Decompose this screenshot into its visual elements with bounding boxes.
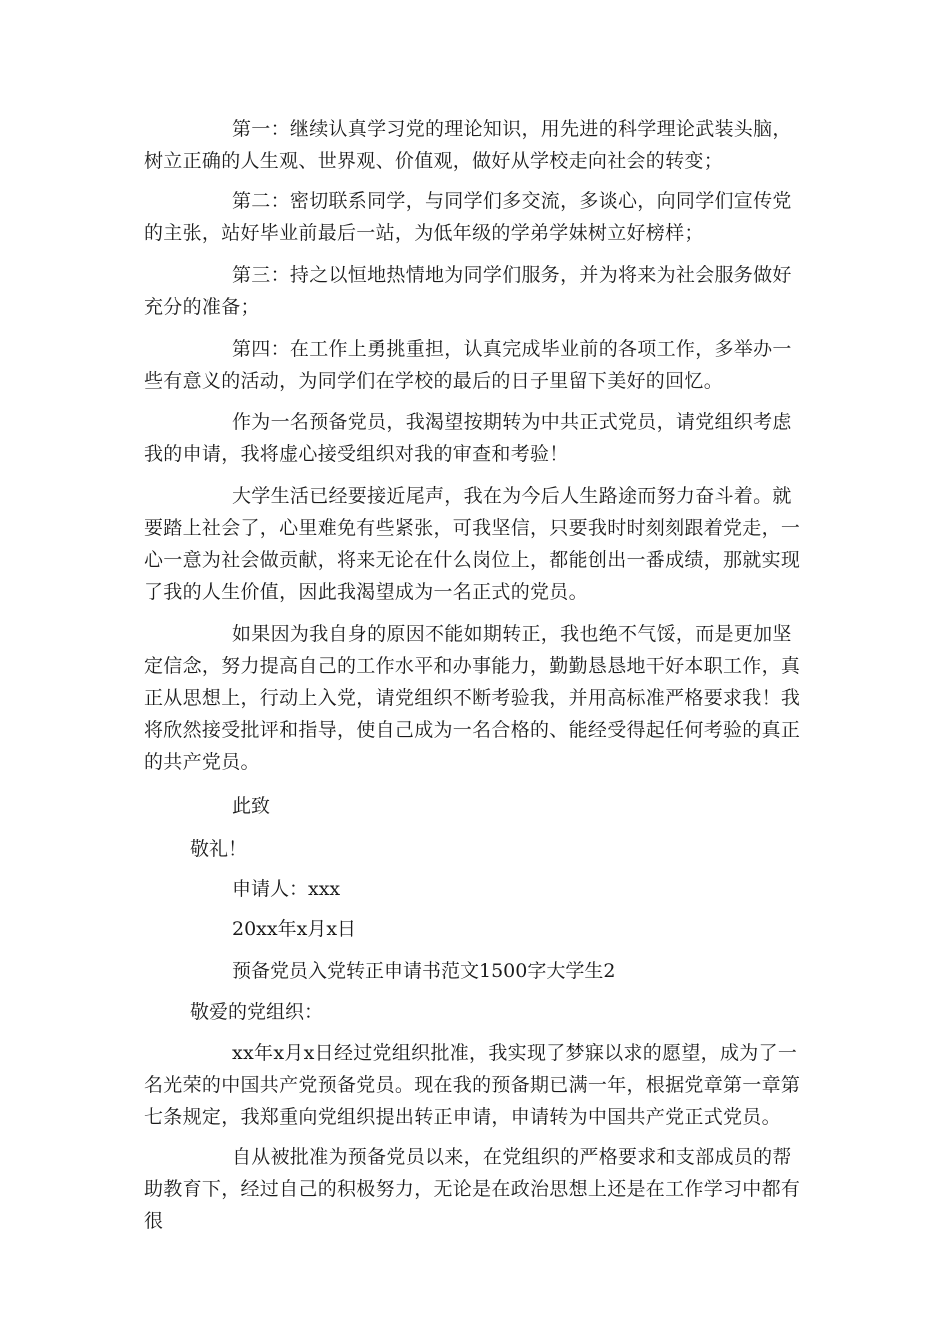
paragraph-9: 自从被批准为预备党员以来，在党组织的严格要求和支部成员的帮助教育下，经过自己的积极努力，无论是在政治思想上还是在工作学习中都有很 [144, 1146, 801, 1232]
paragraph-6: 大学生活已经要接近尾声，我在为今后人生路途而努力奋斗着。就要踏上社会了，心里难免有些紧张，可我坚信，只要我时时刻刻跟着党走，一心一意为社会做贡献，将来无论在什么岗位上，都能创出一番成绩，那就实现了我的人生价值，因此我渴望成为一名正式的党员。 [144, 485, 801, 603]
paragraph-3: 第三：持之以恒地热情地为同学们服务，并为将来为社会服务做好充分的准备； [144, 264, 792, 318]
paragraph-2: 第二：密切联系同学，与同学们多交流，多谈心，向同学们宣传党的主张，站好毕业前最后一站，为低年级的学弟学妹树立好榜样； [144, 190, 792, 244]
applicant-line: 申请人：xxx [232, 878, 341, 900]
date-line: 20xx年x月x日 [232, 918, 357, 940]
paragraph-7: 如果因为我自身的原因不能如期转正，我也绝不气馁，而是更加坚定信念，努力提高自己的工作水平和办事能力，勤勤恳恳地干好本职工作，真正从思想上，行动上入党，请党组织不断考验我，并用高标准严格要求我！我将欣然接受批评和指导，使自己成为一名合格的、能经受得起任何考验的真正的共产党员。 [144, 623, 801, 773]
paragraph-5: 作为一名预备党员，我渴望按期转为中共正式党员，请党组织考虑我的申请，我将虚心接受组织对我的审查和考验！ [144, 411, 792, 465]
salute-line: 敬礼！ [190, 838, 248, 860]
closing-line: 此致 [232, 795, 271, 817]
paragraph-8: xx年x月x日经过党组织批准，我实现了梦寐以求的愿望，成为了一名光荣的中国共产党预备党员。现在我的预备期已满一年，根据党章第一章第七条规定，我郑重向党组织提出转正申请，申请转为中国共产党正式党员。 [144, 1042, 801, 1128]
section-title: 预备党员入党转正申请书范文1500字大学生2 [232, 960, 616, 982]
paragraph-1: 第一：继续认真学习党的理论知识，用先进的科学理论武装头脑，树立正确的人生观、世界观、价值观，做好从学校走向社会的转变； [144, 118, 792, 172]
greeting-line: 敬爱的党组织： [190, 1001, 324, 1023]
paragraph-4: 第四：在工作上勇挑重担，认真完成毕业前的各项工作，多举办一些有意义的活动，为同学们在学校的最后的日子里留下美好的回忆。 [144, 338, 792, 392]
